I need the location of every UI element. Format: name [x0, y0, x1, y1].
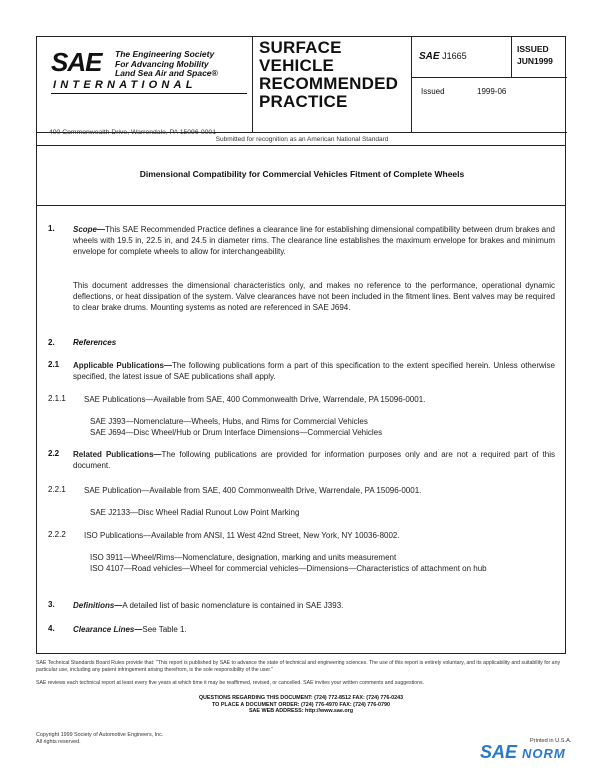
- document-type-line: PRACTICE: [259, 92, 348, 111]
- logo-tagline-line: The Engineering Society: [115, 49, 215, 59]
- section-heading: Scope—: [73, 225, 106, 234]
- issued-stamp-line: JUN1999: [517, 56, 553, 66]
- footer-review-note: SAE reviews each technical report at least every five years at which time it may be reaffirmed, revised, or cancelled. SAE invites your written comments and suggestions.: [36, 680, 424, 686]
- copyright: [36, 732, 163, 746]
- section-number: 3.: [48, 600, 55, 609]
- issued-label: Issued: [421, 87, 445, 96]
- section-number: 2.2.1: [48, 485, 66, 494]
- issued-date: 1999-06: [477, 87, 507, 96]
- section-text: SAE Publications—Available from SAE, 400 Commonwealth Drive, Warrendale, PA 15096-0001.: [84, 395, 426, 404]
- sae-address: 400 Commonwealth Drive, Warrendale, PA 15096-0001: [49, 129, 216, 136]
- copyright-line: All rights reserved.: [36, 739, 81, 745]
- issued-stamp-line: ISSUED: [517, 44, 549, 54]
- section-text: See Table 1.: [142, 625, 187, 634]
- scope-paragraph-1: This SAE Recommended Practice defines a clearance line for establishing dimensional compatibility between drum brakes and wheels with 19.5 in, 22.5 in, and 24.5 in diameter rims. The clearance line establishes the maximum envelope for brakes and minimum envelope for complete wheels to allow for interchangeability.: [73, 225, 555, 257]
- section-text: ISO Publications—Available from ANSI, 11 West 42nd Street, New York, NY 10036-8002.: [84, 531, 400, 540]
- logo-rule: [51, 93, 247, 94]
- header-divider: [511, 37, 512, 77]
- document-header: [36, 36, 566, 146]
- norm-logo-left: SAE: [480, 742, 518, 762]
- sae-norm-logo: [480, 742, 566, 763]
- sae-logo: [49, 47, 249, 97]
- footer-web: SAE WEB ADDRESS: http://www.sae.org: [248, 708, 354, 715]
- section-heading: [73, 338, 116, 347]
- section-number: 2.1.1: [48, 394, 66, 403]
- section-applicable-publications: [73, 360, 555, 382]
- section-heading: Related Publications—: [73, 450, 162, 459]
- header-divider: [252, 37, 253, 132]
- document-type-line: RECOMMENDED: [259, 74, 399, 93]
- header-divider: [411, 77, 567, 78]
- document-type-line: SURFACE: [259, 38, 342, 57]
- section-text: SAE Publication—Available from SAE, 400 Commonwealth Drive, Warrendale, PA 15096-0001.: [84, 486, 422, 495]
- section-number: 2.2: [48, 449, 60, 458]
- title-box: [36, 146, 566, 206]
- reference-item: SAE J694—Disc Wheel/Hub or Drum Interface Dimensions—Commercial Vehicles: [90, 428, 383, 437]
- document-type-line: VEHICLE: [259, 56, 335, 75]
- document-number: [419, 51, 467, 62]
- document-number-value: J1665: [442, 51, 467, 61]
- section-heading: Clearance Lines—: [73, 625, 143, 634]
- section-number: 2.: [48, 338, 55, 347]
- section-heading: Definitions—: [73, 601, 123, 610]
- scope-paragraph-2: This document addresses the dimensional characteristics only, and makes no reference to the performance, operational dynamic deflections, or heat dissipation of the system. Valve clearances have not been included in the fitment lines. Bent valves may be required to clear brake drums. Mounting systems as noted are referenced in SAE J694.: [73, 281, 555, 313]
- section-number: 2.2.2: [48, 530, 66, 539]
- copyright-line: Copyright 1999 Society of Automotive Engineers, Inc.: [36, 732, 164, 738]
- logo-tagline-line: Land Sea Air and Space®: [115, 68, 218, 78]
- document-number-prefix: SAE: [419, 51, 440, 62]
- section-text: A detailed list of basic nomenclature is contained in SAE J393.: [122, 601, 344, 610]
- section-text: The following publications are provided for information purposes only and are not a required part of this document.: [73, 450, 555, 471]
- section-number: 1.: [48, 224, 55, 233]
- document-type: [259, 39, 398, 111]
- logo-international: INTERNATIONAL: [53, 79, 197, 91]
- section-number: 2.1: [48, 360, 60, 369]
- reference-item: ISO 3911—Wheel/Rims—Nomenclature, designation, marking and units measurement: [90, 553, 397, 562]
- reference-item: SAE J393—Nomenclature—Wheels, Hubs, and Rims for Commercial Vehicles: [90, 417, 368, 426]
- reference-item: SAE J2133—Disc Wheel Radial Runout Low Point Marking: [90, 508, 300, 517]
- section-definitions: [73, 600, 555, 611]
- norm-logo-right: NORM: [522, 746, 566, 761]
- section-text: The following publications form a part of this specification to the extent specified herein. Unless otherwise specified, the latest issue of SAE publications shall apply.: [73, 361, 555, 382]
- section-clearance-lines: [73, 624, 555, 635]
- footer-order: TO PLACE A DOCUMENT ORDER: (724) 776-4970 FAX: (724) 776-0790: [211, 701, 391, 708]
- logo-tagline-line: For Advancing Mobility: [115, 58, 209, 69]
- header-divider: [411, 37, 412, 132]
- issued-stamp: [517, 43, 553, 67]
- section-related-publications: [73, 449, 555, 471]
- submitted-note: Submitted for recognition as an American National Standard: [215, 136, 389, 143]
- document-body: [36, 206, 566, 654]
- logo-sae-mark: SAE: [51, 47, 102, 77]
- document-title: Dimensional Compatibility for Commercial Vehicles Fitment of Complete Wheels: [139, 169, 465, 179]
- footer-contacts: [36, 695, 566, 715]
- logo-tagline: [115, 50, 218, 79]
- section-number: 4.: [48, 624, 55, 633]
- footer-questions: QUESTIONS REGARDING THIS DOCUMENT: (724) 772-8512 FAX: (724) 776-0243: [198, 695, 404, 701]
- footer-rules-note: SAE Technical Standards Board Rules provide that: "This report is published by SAE to advance the state of technical and engineering sciences. The use of this report is entirely voluntary, and its applicability and suitability for any particular use, including any patent infringement arising therefrom, is the sole responsibility of the user.": [36, 660, 561, 673]
- section-heading: Applicable Publications—: [73, 361, 172, 370]
- printed-note: Printed in U.S.A.: [530, 738, 572, 744]
- reference-item: ISO 4107—Road vehicles—Wheel for commercial vehicles—Dimensions—Characteristics of attachment on hub: [90, 564, 487, 573]
- section-scope: [73, 224, 555, 258]
- section-heading-text: References: [73, 338, 117, 347]
